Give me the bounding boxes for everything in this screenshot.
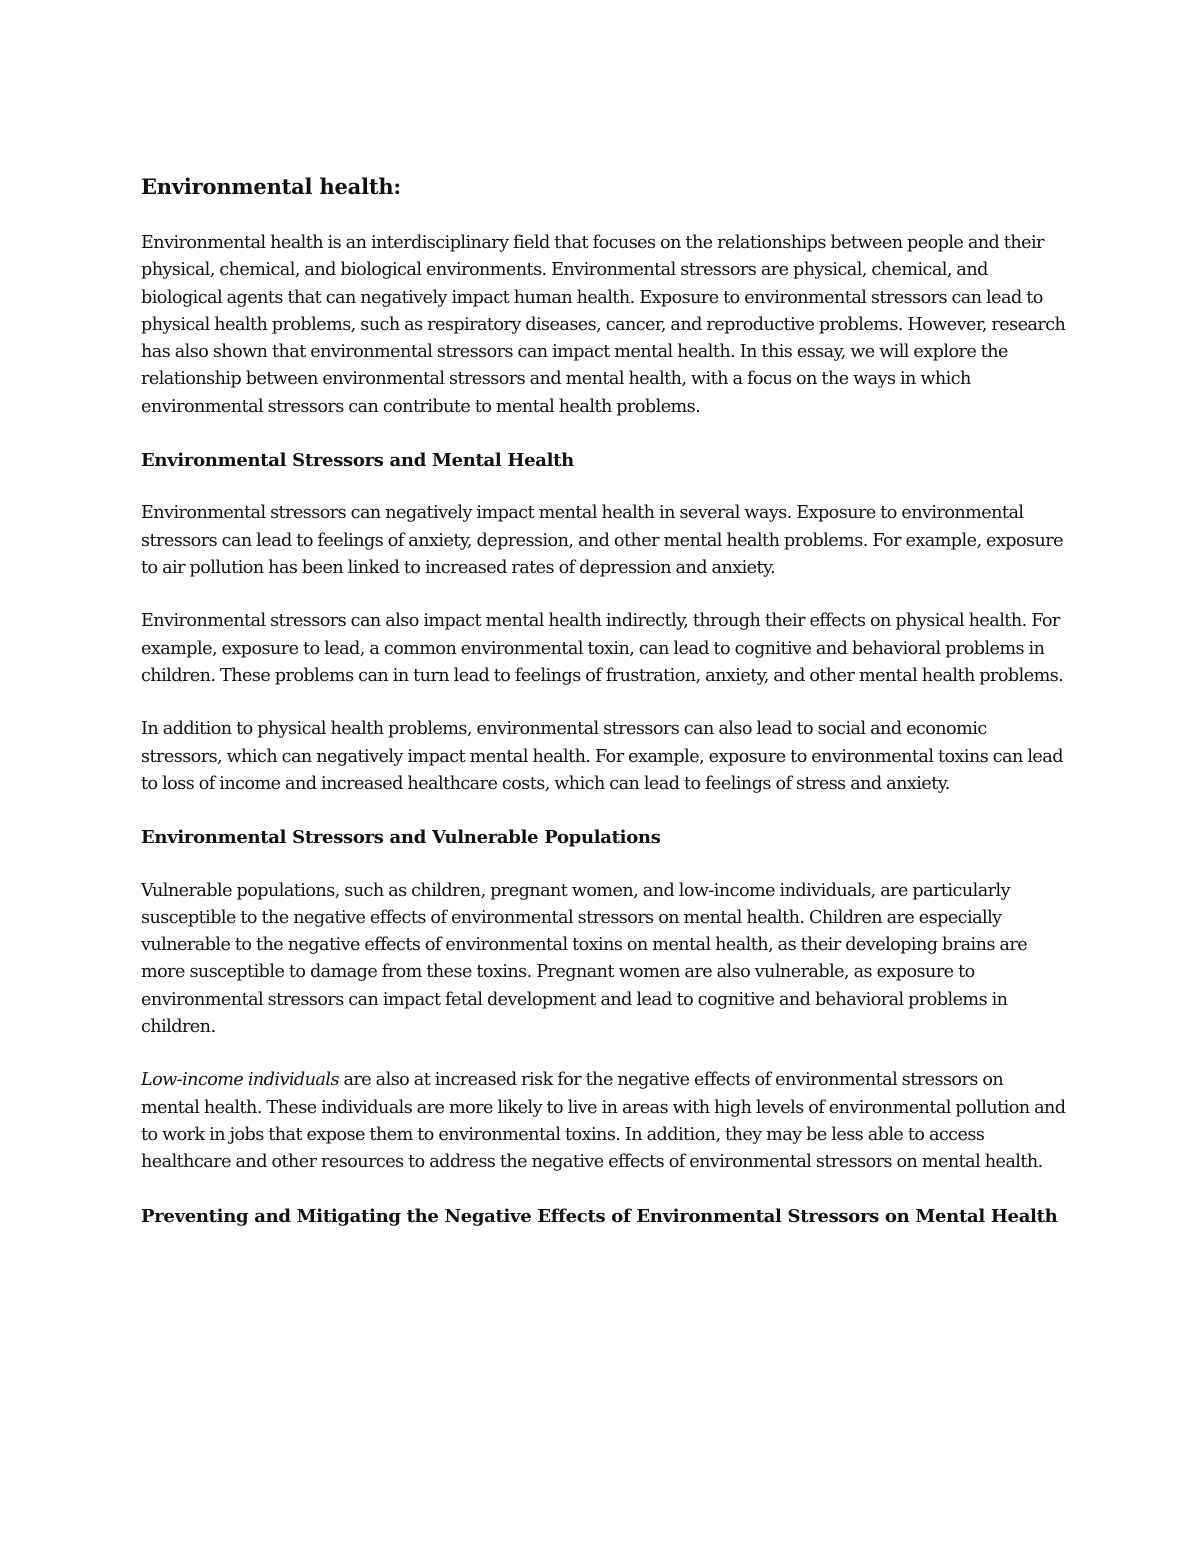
paragraph-body-text: are also at increased risk for the negative effects of environmental stressors on mental health. These individuals are more likely to live in areas with high levels of environmental pollution and to work in jobs that expose them to environmental toxins. In addition, they may be less able to access healthcare and other resources to address the negative effects of environmental stressors on mental health. <box>141 1070 1066 1173</box>
section2-paragraph-1: Vulnerable populations, such as children, pregnant women, and low-income individuals, are particularly susceptible to the negative effects of environmental stressors on mental health. Children are especially vulnerable to the negative effects of environmental toxins on mental health, as their developing brains are more susceptible to damage from these toxins. Pregnant women are also vulnerable, as exposure to environmental stressors can impact fetal development and lead to cognitive and behavioral problems in children. <box>141 880 1028 1038</box>
section-heading-preventing-mitigating: Preventing and Mitigating the Negative Effects of Environmental Stressors on Mental Health <box>141 1205 1058 1227</box>
intro-paragraph: Environmental health is an interdisciplinary field that focuses on the relationships between people and their physical, chemical, and biological environments. Environmental stressors are physical, chemical, and biological agents that can negatively impact human health. Exposure to environmental stressors can lead to physical health problems, such as respiratory diseases, cancer, and reproductive problems. However, research has also shown that environmental stressors can impact mental health. In this essay, we will explore the relationship between environmental stressors and mental health, with a focus on the ways in which environmental stressors can contribute to mental health problems. <box>141 233 1066 417</box>
document-title: Environmental health: <box>141 174 401 199</box>
section-heading-vulnerable-populations: Environmental Stressors and Vulnerable Populations <box>141 827 661 849</box>
section2-paragraph-2 <box>141 1067 1066 1176</box>
section1-paragraph-2: Environmental stressors can also impact mental health indirectly, through their effects on physical health. For example, exposure to lead, a common environmental toxin, can lead to cognitive and behavioral problems in children. These problems can in turn lead to feelings of frustration, anxiety, and other mental health problems. <box>141 611 1064 686</box>
section-heading-stressors-mental-health: Environmental Stressors and Mental Health <box>141 450 574 472</box>
section1-paragraph-3: In addition to physical health problems, environmental stressors can also lead to social and economic stressors, which can negatively impact mental health. For example, exposure to environmental toxins can lead to loss of income and increased healthcare costs, which can lead to feelings of stress and anxiety. <box>141 719 1063 794</box>
italic-lead-text: Low-income individuals <box>141 1070 339 1091</box>
document-page <box>141 170 1066 1256</box>
section1-paragraph-1: Environmental stressors can negatively impact mental health in several ways. Exposure to environmental stressors can lead to feelings of anxiety, depression, and other mental health problems. For example, exposure to air pollution has been linked to increased rates of depression and anxiety. <box>141 503 1064 579</box>
